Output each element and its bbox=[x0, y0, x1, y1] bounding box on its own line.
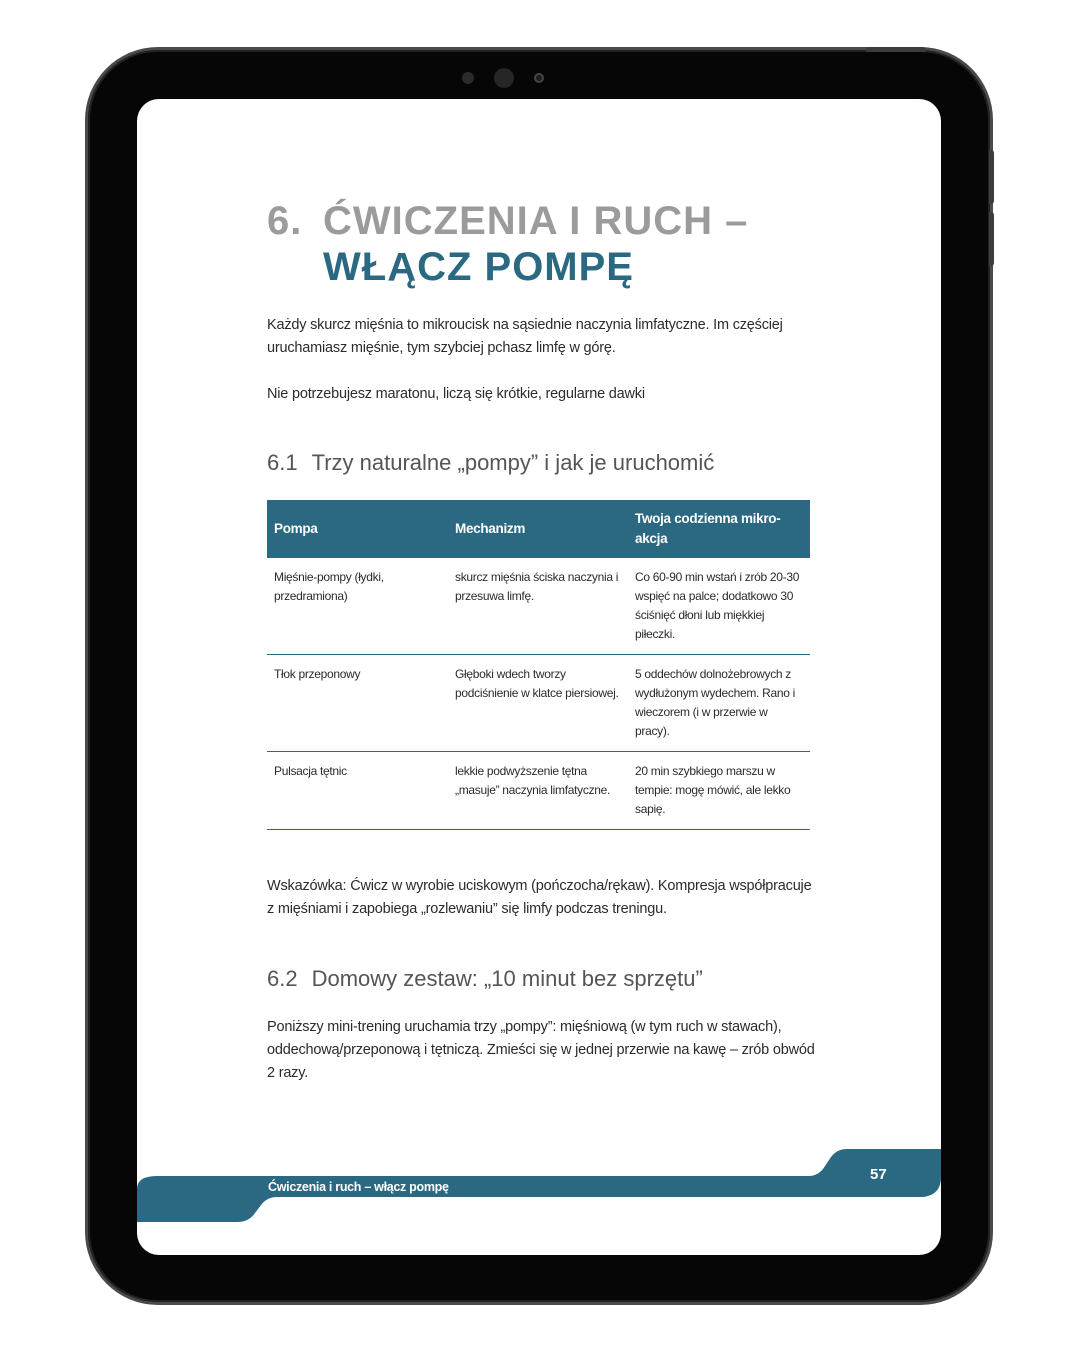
section-heading-6-2 bbox=[267, 966, 703, 992]
section-paragraph: Poniższy mini-trening uruchamia trzy „pompy”: mięśniową (w tym ruch w stawach), oddechową/przeponową i tętniczą. Zmieści się w jednej przerwie na kawę – zrób obwód 2 razy. bbox=[267, 1019, 815, 1081]
table-cell: lekkie podwyższenie tętna „masuje” naczynia limfatyczne. bbox=[448, 752, 628, 830]
footer-band bbox=[137, 1149, 941, 1229]
lens-icon bbox=[534, 73, 544, 83]
table-cell: 20 min szybkiego marszu w tempie: mogę mówić, ale lekko sapię. bbox=[628, 752, 810, 830]
volume-up-button bbox=[989, 150, 994, 204]
table-row bbox=[267, 752, 810, 830]
chapter-number: 6. bbox=[267, 199, 303, 243]
sensor-icon bbox=[462, 72, 474, 84]
volume-down-button bbox=[989, 212, 994, 266]
column-header: Pompa bbox=[267, 500, 448, 558]
column-header: Twoja codzienna mikro-akcja bbox=[628, 500, 810, 558]
table-cell: Pulsacja tętnic bbox=[267, 752, 448, 830]
page-number: 57 bbox=[870, 1166, 887, 1183]
footer-title: Ćwiczenia i ruch – włącz pompę bbox=[268, 1180, 449, 1194]
section-heading-6-1 bbox=[267, 450, 714, 476]
pumps-table bbox=[267, 500, 810, 830]
table-row bbox=[267, 655, 810, 752]
table-cell: skurcz mięśnia ściska naczynia i przesuwa limfę. bbox=[448, 558, 628, 655]
table-cell: Tłok przeponowy bbox=[267, 655, 448, 752]
section-title: Trzy naturalne „pompy” i jak je uruchomić bbox=[311, 450, 715, 475]
document-page[interactable] bbox=[137, 99, 941, 1255]
intro-paragraph: Każdy skurcz mięśnia to mikroucisk na sąsiednie naczynia limfatyczne. Im częściej uruchamiasz mięśnie, tym szybciej pchasz limfę w górę. bbox=[267, 317, 783, 356]
table-cell: Co 60-90 min wstań i zrób 20-30 wspięć na palce; dodatkowo 30 ściśnięć dłoni lub miękkiej piłeczki. bbox=[628, 558, 810, 655]
column-header: Mechanizm bbox=[448, 500, 628, 558]
table-cell: Głęboki wdech tworzy podciśnienie w klatce piersiowej. bbox=[448, 655, 628, 752]
table-cell: Mięśnie-pompy (łydki, przedramiona) bbox=[267, 558, 448, 655]
tip-paragraph: Wskazówka: Ćwicz w wyrobie uciskowym (pończocha/rękaw). Kompresja współpracuje z mięśniami i zapobiega „rozlewaniu” się limfy podczas treningu. bbox=[267, 878, 812, 917]
section-title: Domowy zestaw: „10 minut bez sprzętu” bbox=[311, 966, 703, 991]
table-row bbox=[267, 558, 810, 655]
section-number: 6.1 bbox=[267, 450, 298, 475]
section-number: 6.2 bbox=[267, 966, 298, 991]
chapter-title-line2: WŁĄCZ POMPĘ bbox=[323, 245, 634, 289]
table-header-row bbox=[267, 500, 810, 558]
table-cell: 5 oddechów dolnożebrowych z wydłużonym wydechem. Rano i wieczorem (i w przerwie w pracy). bbox=[628, 655, 810, 752]
power-button bbox=[866, 47, 926, 52]
chapter-title-line1: ĆWICZENIA I RUCH – bbox=[323, 199, 749, 243]
intro-paragraph-2: Nie potrzebujesz maratonu, liczą się krótkie, regularne dawki bbox=[267, 386, 645, 402]
camera-icon bbox=[494, 68, 514, 88]
